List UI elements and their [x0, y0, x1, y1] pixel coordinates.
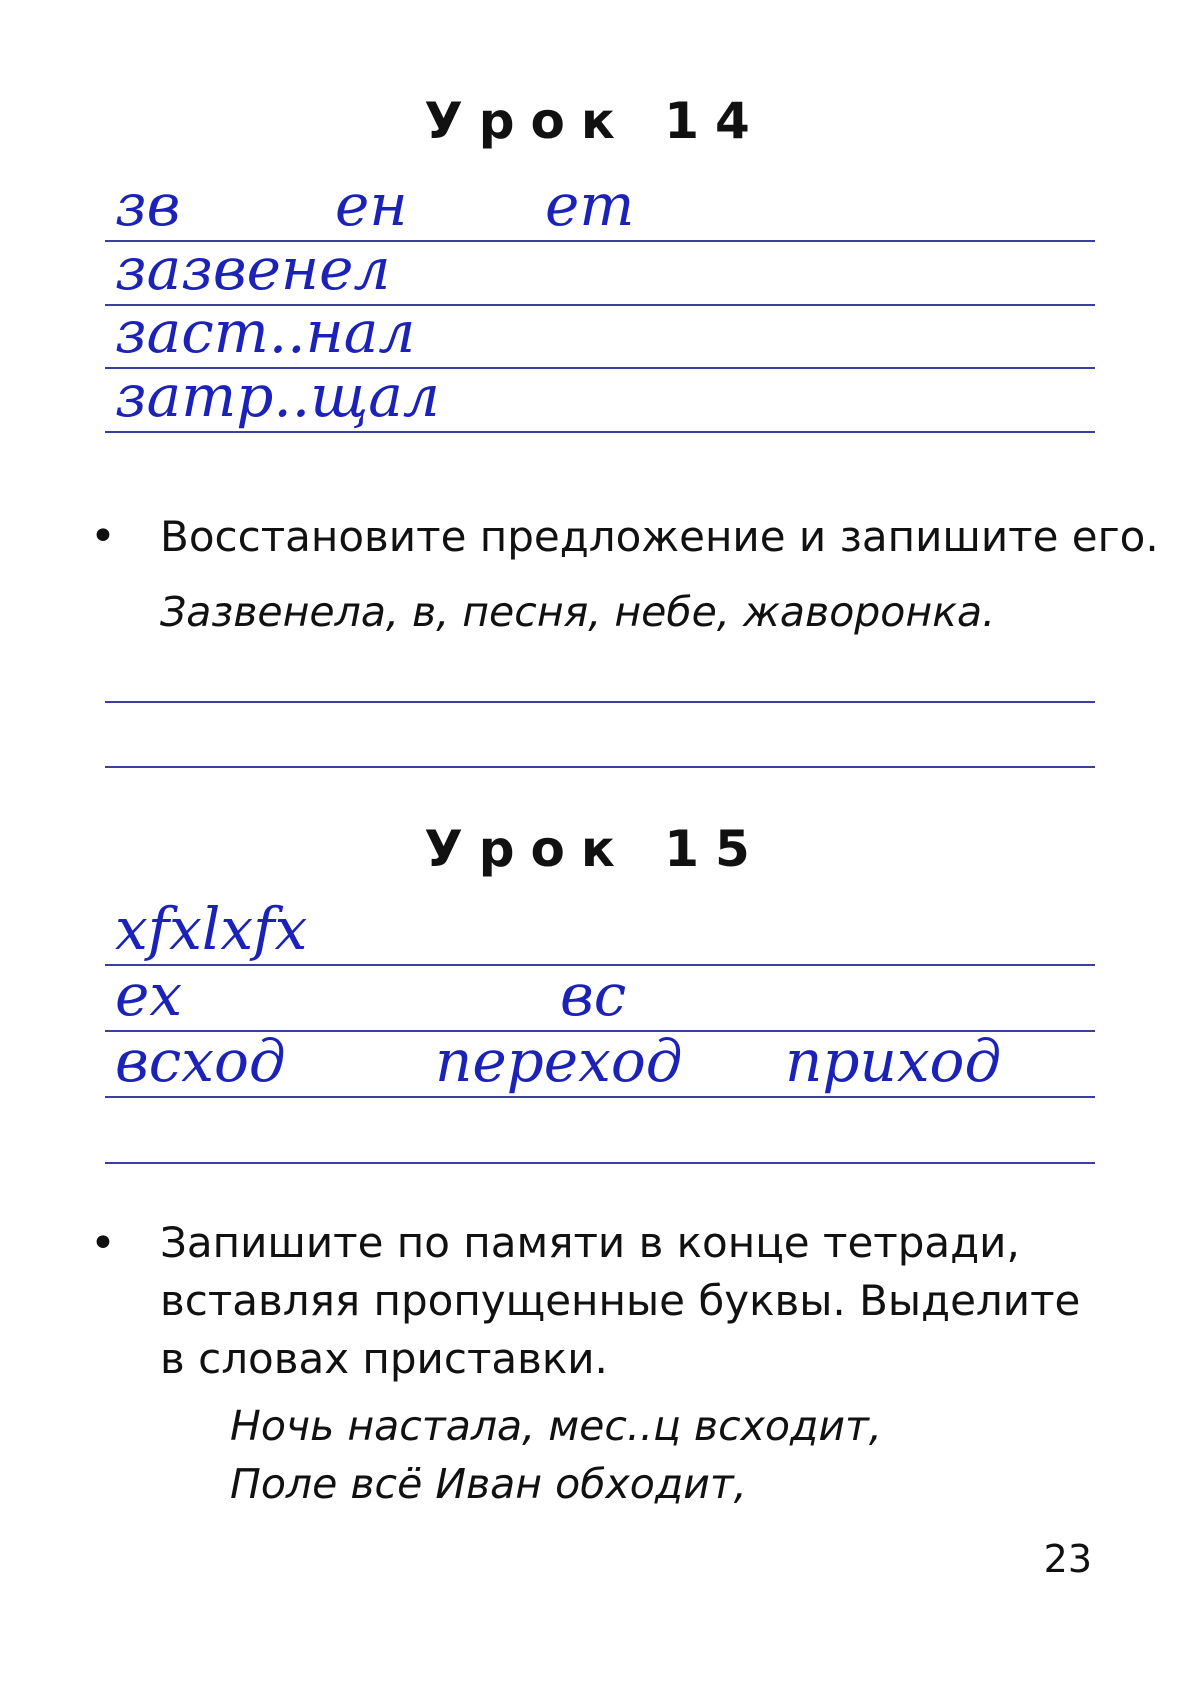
ruled-line [105, 431, 1095, 433]
lesson-14-title: Урок 14 [424, 92, 766, 150]
handwritten-word: заст..нал [115, 298, 416, 366]
handwritten-word: зв [115, 171, 181, 239]
handwritten-word: приход [785, 1027, 1002, 1095]
ruled-line [105, 1096, 1095, 1098]
handwriting-row [105, 961, 1095, 1032]
handwriting-row [105, 235, 1095, 306]
bullet-icon: • [90, 1218, 116, 1269]
handwriting-row [105, 171, 1095, 242]
handwritten-word: вс [560, 961, 627, 1029]
handwritten-word: ен [335, 171, 408, 239]
handwritten-word: xfxlxfx [115, 895, 308, 963]
answer-line [105, 1162, 1095, 1164]
handwritten-word: затр..щал [115, 362, 440, 430]
handwriting-row [105, 362, 1095, 433]
handwriting-row [105, 298, 1095, 369]
task-instruction-line: вставляя пропущенные буквы. Выделите [160, 1276, 1081, 1325]
answer-line [105, 766, 1095, 768]
poem-line: Ночь настала, мес..ц всходит, [230, 1402, 882, 1450]
handwritten-word: всход [115, 1027, 286, 1095]
handwritten-word: переход [435, 1027, 683, 1095]
handwritten-word: ет [545, 171, 635, 239]
handwriting-row [105, 895, 1095, 966]
task-instruction-line: Запишите по памяти в конце тетради, [160, 1218, 1020, 1267]
page-number: 23 [1043, 1537, 1092, 1581]
bullet-icon: • [90, 511, 116, 562]
handwritten-word: зазвенел [115, 235, 391, 303]
handwriting-row [105, 1027, 1095, 1098]
task-instruction-line: в словах приставки. [160, 1334, 608, 1383]
lesson-15-title: Урок 15 [424, 820, 766, 878]
handwritten-word: ex [115, 961, 183, 1029]
answer-line [105, 701, 1095, 703]
poem-line: Поле всё Иван обходит, [230, 1460, 747, 1508]
task-example: Зазвенела, в, песня, небе, жаворонка. [160, 588, 996, 636]
task-instruction: Восстановите предложение и запишите его. [160, 512, 1159, 561]
